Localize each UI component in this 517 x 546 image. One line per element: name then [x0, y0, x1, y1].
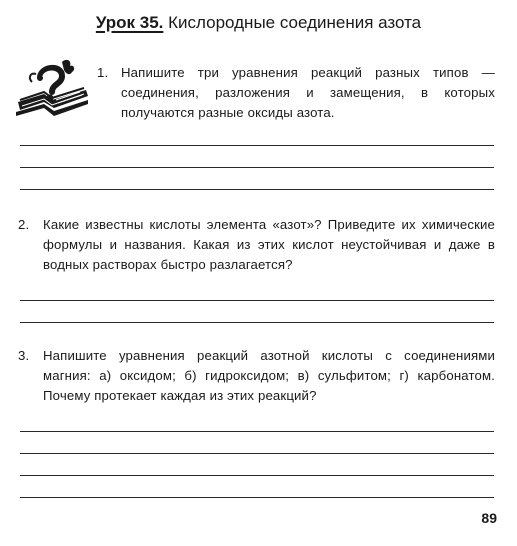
answer-line[interactable]: [20, 453, 494, 454]
answer-line[interactable]: [20, 167, 494, 168]
page-number: 89: [481, 510, 497, 526]
answer-line[interactable]: [20, 145, 494, 146]
page-title: [0, 12, 517, 34]
question-3: [18, 346, 495, 406]
question-text: Напишите три уравнения реакций разных типов — соединения, разложения и замещения, в которых получаются разные оксиды азота.: [121, 65, 495, 120]
answer-line[interactable]: [20, 322, 494, 323]
answer-line[interactable]: [20, 189, 494, 190]
question-1: [97, 63, 495, 123]
answer-line[interactable]: [20, 475, 494, 476]
question-number: 2.: [18, 217, 30, 232]
lesson-number: Урок 35.: [95, 13, 164, 32]
question-number: 3.: [18, 348, 30, 363]
question-number: 1.: [97, 65, 109, 80]
question-book-icon: [14, 56, 90, 122]
answer-line[interactable]: [20, 431, 494, 432]
question-text: Напишите уравнения реакций азотной кислоты с соединениями магния: а) оксидом; б) гидроксидом; в) сульфитом; г) карбонатом. Почему протекает каждая из этих реакций?: [43, 348, 495, 403]
answer-line[interactable]: [20, 300, 494, 301]
lesson-topic: Кислородные соединения азота: [168, 13, 422, 32]
answer-line[interactable]: [20, 497, 494, 498]
question-2: [18, 215, 495, 275]
question-text: Какие известны кислоты элемента «азот»? Приведите их химические формулы и названия. Какая из этих кислот неустойчивая и даже в водных растворах быстро разлагается?: [43, 217, 495, 272]
